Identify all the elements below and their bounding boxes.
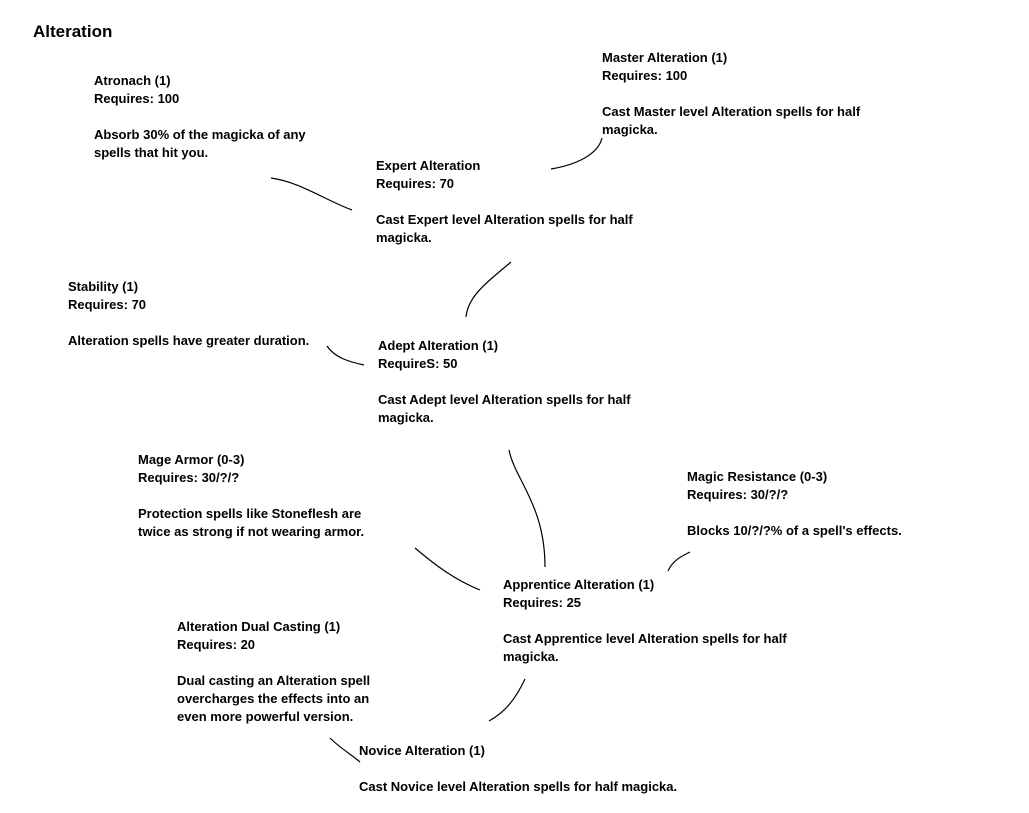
perk-description: Absorb 30% of the magicka of any spells that hit you. [94,127,306,160]
link-magearmor-apprentice [415,548,480,590]
perk-description: Cast Novice level Alteration spells for half magicka. [359,779,678,794]
perk-atronach [94,72,339,162]
perk-requirement: Requires: 25 [503,595,582,610]
perk-name: Magic Resistance (0-3) [687,469,828,484]
perk-description: Dual casting an Alteration spell overcharges the effects into an even more powerful version. [177,673,371,724]
link-adept-apprentice [509,450,545,567]
perk-name: Expert Alteration [376,158,481,173]
perk-requirement: Requires: 70 [376,176,455,191]
perk-stability [68,278,368,350]
perk-description: Cast Expert level Alteration spells for half magicka. [376,212,633,245]
perk-requirement: RequireS: 50 [378,356,458,371]
perk-name: Novice Alteration (1) [359,743,485,758]
perk-name: Apprentice Alteration (1) [503,577,655,592]
link-expert-adept [466,262,511,317]
perk-description: Cast Master level Alteration spells for half magicka. [602,104,861,137]
link-magicres-apprentice [668,552,690,571]
perk-description: Cast Apprentice level Alteration spells for half magicka. [503,631,787,664]
perk-requirement: Requires: 100 [602,68,688,83]
perk-requirement: Requires: 30/?/? [138,470,240,485]
perk-requirement: Requires: 30/?/? [687,487,789,502]
perk-name: Master Alteration (1) [602,50,728,65]
link-dualcasting-novice [330,738,360,762]
perk-requirement: Requires: 70 [68,297,147,312]
perk-adept-alteration [378,337,658,427]
perk-mage-armor [138,451,388,541]
perk-requirement: Requires: 20 [177,637,256,652]
perk-magic-resistance [687,468,1007,540]
perk-name: Mage Armor (0-3) [138,452,245,467]
page-title: Alteration [33,22,113,41]
perk-description: Blocks 10/?/?% of a spell's effects. [687,523,902,538]
perk-name: Atronach (1) [94,73,171,88]
perk-expert-alteration [376,157,661,247]
perk-name: Alteration Dual Casting (1) [177,619,341,634]
link-atronach-expert [271,178,352,210]
perk-description: Cast Adept level Alteration spells for half magicka. [378,392,631,425]
perk-name: Stability (1) [68,279,139,294]
perk-novice-alteration [359,742,739,796]
perk-description: Alteration spells have greater duration. [68,333,310,348]
perk-apprentice-alteration [503,576,803,666]
perk-master-alteration [602,49,902,139]
perk-alteration-dual-casting [177,618,382,726]
perk-name: Adept Alteration (1) [378,338,499,353]
link-apprentice-novice [489,679,525,721]
perk-description: Protection spells like Stoneflesh are twice as strong if not wearing armor. [138,506,365,539]
perk-requirement: Requires: 100 [94,91,180,106]
